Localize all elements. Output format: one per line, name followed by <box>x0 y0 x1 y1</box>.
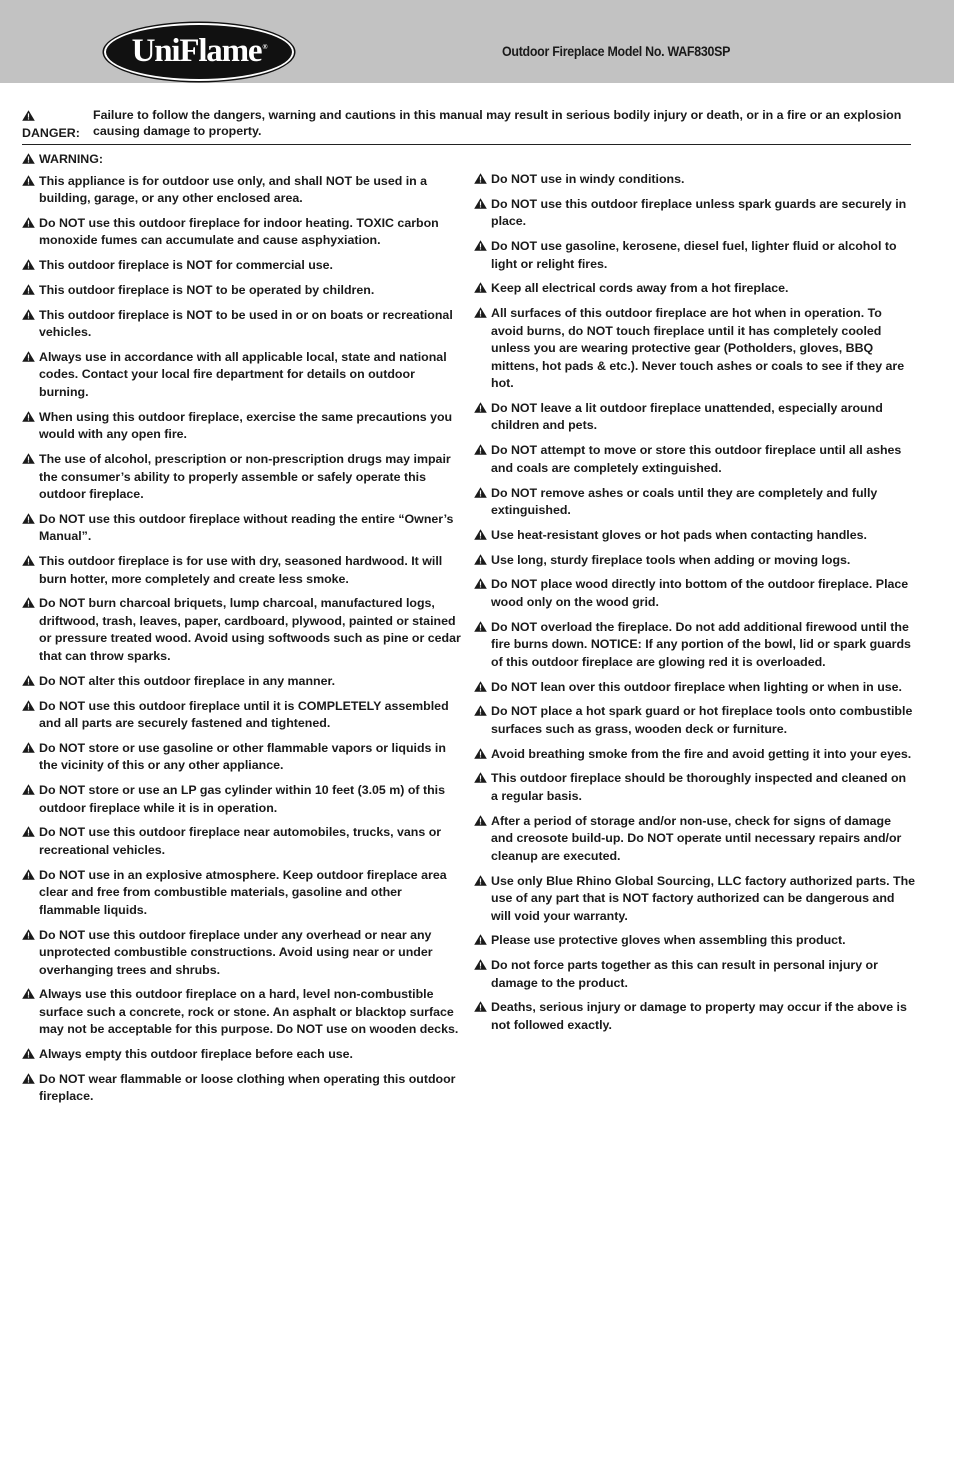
warning-triangle-icon <box>474 1001 487 1012</box>
warning-item <box>22 349 462 402</box>
uniflame-logo <box>104 23 294 81</box>
warning-text: Always use this outdoor fireplace on a hard, level non-combustible surface such a concrete, rock or stone. An asphalt or blacktop surface may not be acceptable for this purpose. Do NOT use on wooden decks. <box>39 987 459 1037</box>
warning-triangle-icon <box>22 453 35 464</box>
warning-triangle-icon <box>474 240 487 251</box>
warning-triangle-icon <box>22 1073 35 1084</box>
warning-text: Deaths, serious injury or damage to property may occur if the above is not followed exactly. <box>491 1000 907 1032</box>
warning-item <box>22 215 462 250</box>
warning-item <box>474 196 916 231</box>
warning-text: Use heat-resistant gloves or hot pads when contacting handles. <box>491 527 867 542</box>
warning-item <box>474 932 916 950</box>
warning-text: Do NOT alter this outdoor fireplace in any manner. <box>39 673 336 688</box>
warning-text: Do NOT store or use an LP gas cylinder within 10 feet (3.05 m) of this outdoor fireplace while it is in operation. <box>39 783 445 815</box>
warning-text: Keep all electrical cords away from a hot fireplace. <box>491 281 789 296</box>
warning-triangle-icon <box>22 284 35 295</box>
warning-item <box>474 999 916 1034</box>
warning-text: After a period of storage and/or non-use, check for signs of damage and creosote build-up. Do NOT operate until necessary repairs and/or cleanup are executed. <box>491 813 902 863</box>
warning-triangle-icon <box>22 826 35 837</box>
warning-text: Do NOT use in windy conditions. <box>491 172 685 186</box>
warning-triangle-icon <box>474 621 487 632</box>
warning-text: Do NOT place wood directly into bottom of the outdoor fireplace. Place wood only on the wood grid. <box>491 577 909 609</box>
warning-text: Do NOT use this outdoor fireplace under any overhead or near any unprotected combustible constructions. Avoid using near or under overhanging trees and shrubs. <box>39 927 433 977</box>
warning-triangle-icon <box>22 742 35 753</box>
warning-item <box>474 527 916 545</box>
warning-text: Do NOT leave a lit outdoor fireplace unattended, especially around children and pets. <box>491 400 883 433</box>
warning-triangle-icon <box>22 259 35 270</box>
warning-text: Do NOT use this outdoor fireplace until it is COMPLETELY assembled and all parts are securely fastened and tightened. <box>39 698 449 731</box>
warning-item <box>22 986 462 1039</box>
warning-item <box>474 171 916 189</box>
warning-triangle-icon <box>22 988 35 999</box>
warning-triangle-icon <box>474 772 487 783</box>
warning-text: Always use in accordance with all applicable local, state and national codes. Contact your local fire department for details on outdoor burning. <box>39 349 447 399</box>
warning-text: This outdoor fireplace is for use with dry, seasoned hardwood. It will burn hotter, more completely and create less smoke. <box>39 554 443 586</box>
warning-text: Do NOT burn charcoal briquets, lump charcoal, manufactured logs, driftwood, trash, leaves, paper, cardboard, plywood, painted or stained or pressure treated wood. Avoid using softwoods such as pine or cedar that can throw sparks. <box>39 596 461 663</box>
warning-text: This outdoor fireplace is NOT to be used in or on boats or recreational vehicles. <box>39 307 453 340</box>
warning-text: The use of alcohol, prescription or non-prescription drugs may impair the consumer’s ability to properly assemble or safely operate this outdoor fireplace. <box>39 452 451 502</box>
warning-text: Do NOT remove ashes or coals until they are completely and fully extinguished. <box>491 485 878 518</box>
warning-triangle-icon <box>22 784 35 795</box>
warning-item <box>22 595 462 665</box>
warning-item <box>474 442 916 477</box>
right-warning-list <box>474 171 916 1034</box>
warning-triangle-icon <box>22 217 35 228</box>
warning-item <box>22 782 462 817</box>
warning-item <box>22 740 462 775</box>
warning-text: When using this outdoor fireplace, exercise the same precautions you would with any open fire. <box>39 409 453 442</box>
registered-mark: ® <box>262 42 267 51</box>
warning-item <box>474 485 916 520</box>
warning-item <box>474 305 916 393</box>
warning-triangle-icon <box>474 444 487 455</box>
warning-item <box>22 173 462 208</box>
warning-triangle-icon <box>22 411 35 422</box>
warning-triangle-icon <box>22 513 35 524</box>
warning-text: Do NOT store or use gasoline or other flammable vapors or liquids in the vicinity of this or any other appliance. <box>39 740 446 773</box>
warning-item <box>474 280 916 298</box>
warning-item <box>474 619 916 672</box>
warning-item <box>474 813 916 866</box>
warning-triangle-icon <box>22 110 35 121</box>
divider <box>22 144 911 145</box>
warning-text: This appliance is for outdoor use only, and shall NOT be used in a building, garage, or any other enclosed area. <box>39 173 428 205</box>
warning-triangle-icon <box>22 929 35 940</box>
warning-triangle-icon <box>474 487 487 498</box>
warning-triangle-icon <box>22 309 35 320</box>
warning-triangle-icon <box>22 1048 35 1059</box>
warning-triangle-icon <box>474 681 487 692</box>
warning-item <box>474 703 916 738</box>
warning-triangle-icon <box>22 351 35 362</box>
left-warning-list <box>22 173 462 1106</box>
warning-text: Do NOT use in an explosive atmosphere. Keep outdoor fireplace area clear and free from combustible materials, gasoline and other flammable liquids. <box>39 867 447 917</box>
logo-text: UniFlame <box>131 32 262 69</box>
warnings-right-column <box>474 171 916 1042</box>
warning-text: This outdoor fireplace is NOT to be operated by children. <box>39 282 375 297</box>
warning-item <box>474 873 916 926</box>
warning-triangle-icon <box>474 748 487 759</box>
warning-item <box>22 673 462 691</box>
warning-triangle-icon <box>22 700 35 711</box>
warning-item <box>22 698 462 733</box>
warning-text: Do NOT wear flammable or loose clothing when operating this outdoor fireplace. <box>39 1071 456 1104</box>
warning-item <box>22 927 462 980</box>
warning-triangle-icon <box>22 869 35 880</box>
warning-text: All surfaces of this outdoor fireplace are hot when in operation. To avoid burns, do NOT touch fireplace until it has completely cooled unless you are wearing protective gear (Potholders, gloves, BBQ mittens, hot pads & etc.). Never touch ashes or coals to see if they are hot. <box>491 306 905 391</box>
warning-triangle-icon <box>22 555 35 566</box>
header-bar <box>0 0 954 83</box>
warning-heading <box>22 151 462 169</box>
warning-text: Use long, sturdy fireplace tools when adding or moving logs. <box>491 552 851 567</box>
warning-triangle-icon <box>474 173 487 184</box>
danger-text: Failure to follow the dangers, warning and cautions in this manual may result in serious bodily injury or death, or in a fire or an explosion causing damage to property. <box>93 108 902 138</box>
warning-triangle-icon <box>22 597 35 608</box>
warning-triangle-icon <box>474 705 487 716</box>
danger-notice <box>22 108 912 141</box>
warning-item <box>22 1046 462 1064</box>
warning-text: Do NOT overload the fireplace. Do not add additional firewood until the fire burns down. NOTICE: If any portion of the bowl, lid or spark guards of this outdoor fireplace are glowing red it is overloaded. <box>491 619 911 669</box>
warning-triangle-icon <box>22 153 35 164</box>
warning-text: Do NOT use gasoline, kerosene, diesel fuel, lighter fluid or alcohol to light or relight fires. <box>491 239 897 271</box>
warning-text: Do NOT use this outdoor fireplace unless spark guards are securely in place. <box>491 196 907 229</box>
danger-label: DANGER: <box>22 125 80 140</box>
warning-triangle-icon <box>22 675 35 686</box>
warning-triangle-icon <box>474 198 487 209</box>
warning-text: Do NOT place a hot spark guard or hot fireplace tools onto combustible surfaces such as grass, wooden deck or furniture. <box>491 704 913 736</box>
warning-triangle-icon <box>474 307 487 318</box>
warning-text: This outdoor fireplace should be thoroughly inspected and cleaned on a regular basis. <box>491 771 907 803</box>
warning-item <box>474 576 916 611</box>
warning-label: WARNING: <box>39 152 104 166</box>
warning-triangle-icon <box>22 175 35 186</box>
warning-item <box>22 409 462 444</box>
model-title: Outdoor Fireplace Model No. WAF830SP <box>502 44 731 59</box>
warning-text: Do not force parts together as this can result in personal injury or damage to the product. <box>491 958 878 990</box>
warning-text: Use only Blue Rhino Global Sourcing, LLC factory authorized parts. The use of any part that is NOT factory authorized can be dangerous and will void your warranty. <box>491 873 916 923</box>
warning-text: This outdoor fireplace is NOT for commercial use. <box>39 258 333 273</box>
warning-text: Avoid breathing smoke from the fire and avoid getting it into your eyes. <box>491 746 912 761</box>
warning-item <box>22 824 462 859</box>
warning-item <box>22 257 462 275</box>
warning-item <box>22 867 462 920</box>
warning-triangle-icon <box>474 402 487 413</box>
warning-triangle-icon <box>474 875 487 886</box>
warning-text: Do NOT attempt to move or store this outdoor fireplace until all ashes and coals are completely extinguished. <box>491 443 902 475</box>
warning-item <box>474 552 916 570</box>
warning-item <box>22 553 462 588</box>
warning-text: Do NOT lean over this outdoor fireplace when lighting or when in use. <box>491 679 902 694</box>
warning-item <box>474 957 916 992</box>
warning-triangle-icon <box>474 578 487 589</box>
warnings-left-column <box>22 151 462 1113</box>
warning-text: Do NOT use this outdoor fireplace near automobiles, trucks, vans or recreational vehicles. <box>39 825 442 857</box>
warning-triangle-icon <box>474 815 487 826</box>
warning-item <box>474 746 916 764</box>
warning-item <box>22 451 462 504</box>
warning-triangle-icon <box>474 554 487 565</box>
warning-triangle-icon <box>474 934 487 945</box>
warning-item <box>22 1071 462 1106</box>
warning-item <box>474 400 916 435</box>
warning-text: Always empty this outdoor fireplace before each use. <box>39 1047 353 1062</box>
warning-text: Do NOT use this outdoor fireplace for indoor heating. TOXIC carbon monoxide fumes can accumulate and cause asphyxiation. <box>39 215 439 248</box>
warning-text: Please use protective gloves when assembling this product. <box>491 933 846 948</box>
warning-item <box>474 238 916 273</box>
warning-item <box>22 282 462 300</box>
warning-item <box>22 307 462 342</box>
warning-text: Do NOT use this outdoor fireplace without reading the entire “Owner’s Manual”. <box>39 511 454 544</box>
warning-item <box>22 511 462 546</box>
warning-triangle-icon <box>474 959 487 970</box>
warning-item <box>474 679 916 697</box>
warning-triangle-icon <box>474 529 487 540</box>
warning-triangle-icon <box>474 282 487 293</box>
warning-item <box>474 770 916 805</box>
